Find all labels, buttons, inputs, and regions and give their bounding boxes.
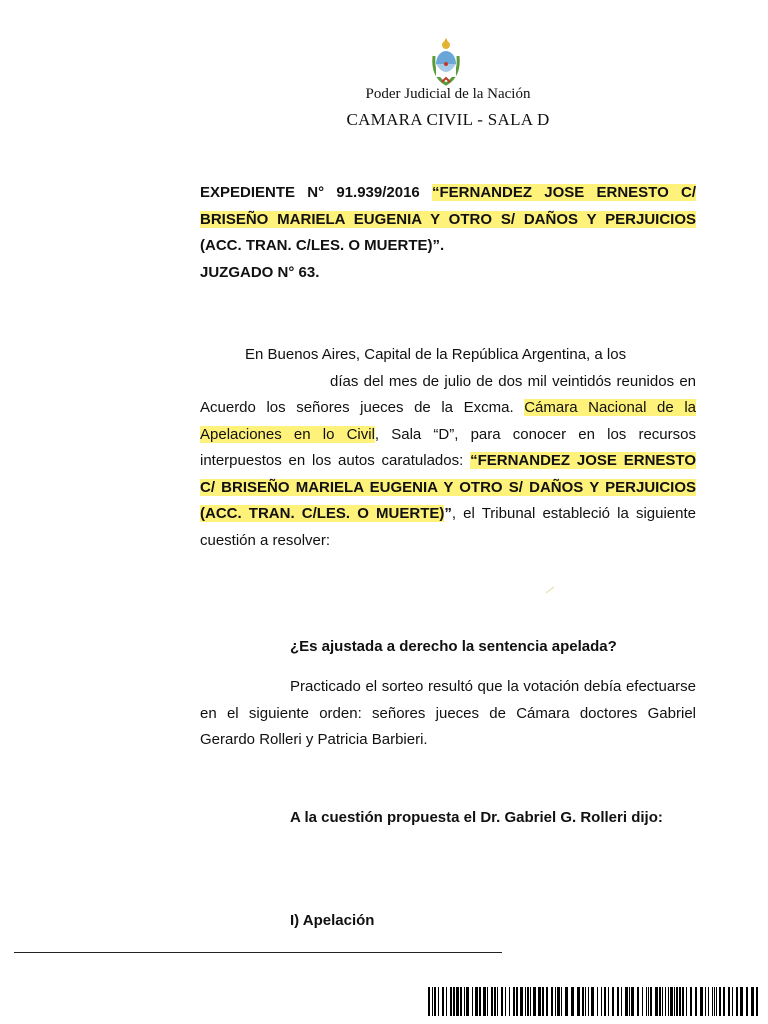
- legal-question: [200, 634, 696, 661]
- opening-line-2: días del mes de julio de dos mil veintidós reunidos en Acuerdo los señores jueces de la Excma.: [200, 372, 696, 416]
- case-title: “FERNANDEZ JOSE ERNESTO C/ BRISEÑO MARIELA EUGENIA Y OTRO S/ DAÑOS Y PERJUICIOS: [200, 184, 696, 228]
- draw-paragraph: [200, 674, 696, 754]
- case-close-quote: ”: [444, 505, 452, 522]
- case-subtitle: (ACC. TRAN. C/LES. O MUERTE)”.: [200, 237, 445, 254]
- section-heading: I) Apelación: [290, 912, 375, 929]
- pencil-mark-icon: [545, 586, 555, 594]
- opening-paragraph: [200, 342, 696, 554]
- case-number: EXPEDIENTE N° 91.939/2016: [200, 184, 432, 201]
- opening-after-court: , Sala “D”, para conocer en los recursos interpuestos en los autos caratulados:: [200, 425, 696, 469]
- question-text: ¿Es ajustada a derecho la sentencia apelada?: [290, 638, 617, 655]
- court-name: Cámara Nacional de la Apelaciones en lo Civil: [200, 399, 696, 443]
- national-coat-of-arms-icon: [428, 36, 464, 86]
- cuestion-heading: [200, 805, 696, 832]
- case-header: [200, 180, 696, 286]
- institution-name: Poder Judicial de la Nación: [365, 86, 531, 102]
- case-quote: “FERNANDEZ JOSE ERNESTO C/ BRISEÑO MARIELA EUGENIA Y OTRO S/ DAÑOS Y PERJUICIOS (ACC. TRAN. C/LES. O MUERTE): [200, 452, 696, 522]
- chamber-name: CAMARA CIVIL - SALA D: [346, 110, 550, 129]
- footer-divider: [14, 952, 502, 953]
- barcode-icon: [428, 987, 762, 1016]
- cuestion-heading-text: A la cuestión propuesta el Dr. Gabriel G. Rolleri dijo:: [290, 809, 663, 826]
- draw-text: Practicado el sorteo resultó que la votación debía efectuarse en el siguiente orden: señores jueces de Cámara doctores Gabriel Gerardo Rolleri y Patricia Barbieri.: [200, 678, 696, 748]
- opening-ending: , el Tribunal estableció la siguiente cuestión a resolver:: [200, 505, 696, 549]
- opening-line-1: En Buenos Aires, Capital de la República Argentina, a los: [245, 346, 627, 363]
- court-number: JUZGADO N° 63.: [200, 263, 320, 281]
